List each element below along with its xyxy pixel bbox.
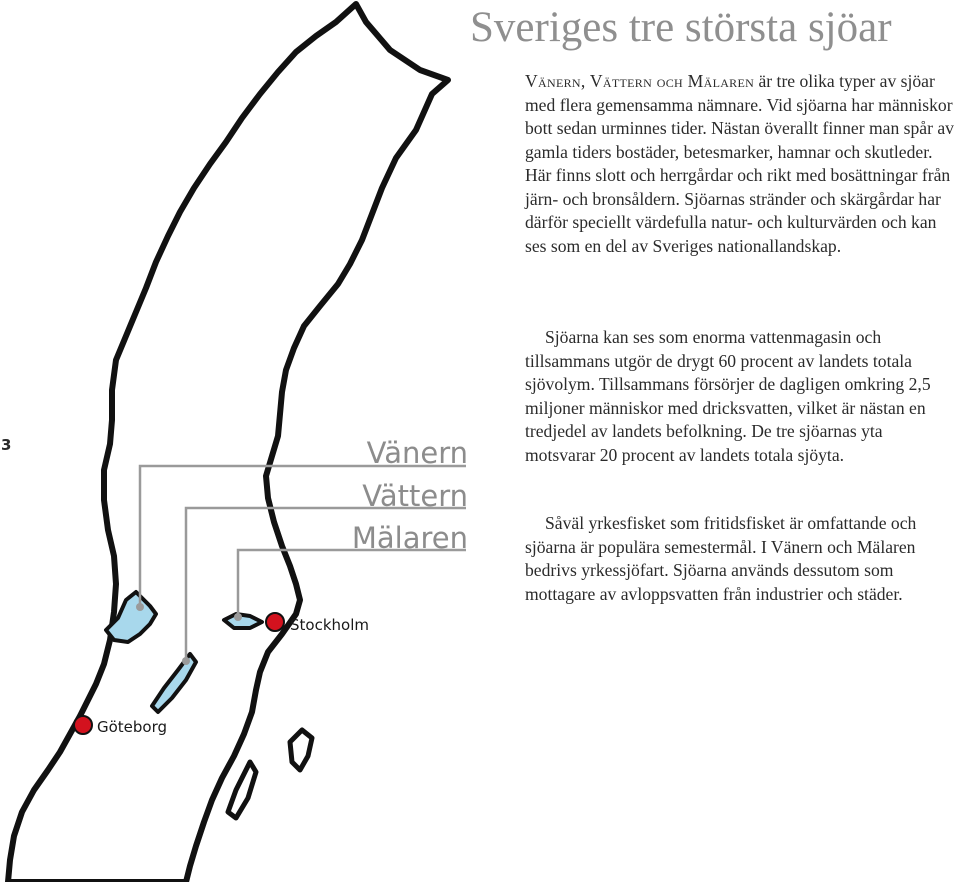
gotland-island	[290, 730, 312, 770]
city-marker-goteborg	[74, 716, 92, 734]
lake-marker-vattern	[182, 657, 190, 665]
city-marker-stockholm	[266, 613, 284, 631]
intro-paragraph	[525, 70, 955, 258]
lake-marker-vanern	[136, 603, 144, 611]
lake-names-lead: Vänern, Vättern och Mälaren	[525, 71, 755, 91]
water-volume-text: Sjöarna kan ses som enorma vattenmagasin och tillsammans utgör de drygt 60 procent av landets totala sjövolym. Tillsammans försörjer de dagligen omkring 2,5 miljoner människor med dricksvatten, vilket är nästan en tredjedel av landets befolkning. De tre sjöarnas yta motsvarar 20 procent av landets totala sjöyta.	[525, 327, 931, 465]
lake-label-vattern: Vättern	[362, 479, 468, 513]
fishing-text: Såväl yrkesfisket som fritidsfisket är omfattande och sjöarna är populära semestermål. I Vänern och Mälaren bedrivs yrkessjöfart. Sjöarna används dessutom som mottagare av avloppsvatten från industrier och städer.	[525, 513, 917, 604]
lake-label-malaren: Mälaren	[351, 521, 468, 555]
fishing-paragraph	[525, 512, 955, 606]
lake-marker-malaren	[234, 613, 242, 621]
water-volume-paragraph	[525, 326, 955, 467]
intro-paragraph-body: är tre olika typer av sjöar med flera gemensamma nämnare. Vid sjöarna har människor bott sedan urminnes tider. Nästan överallt finner man spår av gamla tiders bostäder, betesmarker, hamnar och skutleder. Här finns slott och herrgårdar och rikt med bosättningar från järn- och bronsåldern. Sjöarnas stränder och skärgårdar har därför speciellt värdefulla natur- och kulturvärden och kan ses som en del av Sveriges nationallandskap.	[525, 71, 954, 256]
city-label-goteborg: Göteborg	[97, 718, 168, 736]
page-number: 3	[1, 436, 12, 454]
city-label-stockholm: Stockholm	[290, 616, 369, 634]
lake-label-vanern: Vänern	[366, 436, 468, 470]
oland-island	[228, 762, 256, 818]
page-title: Sveriges tre största sjöar	[470, 4, 892, 51]
